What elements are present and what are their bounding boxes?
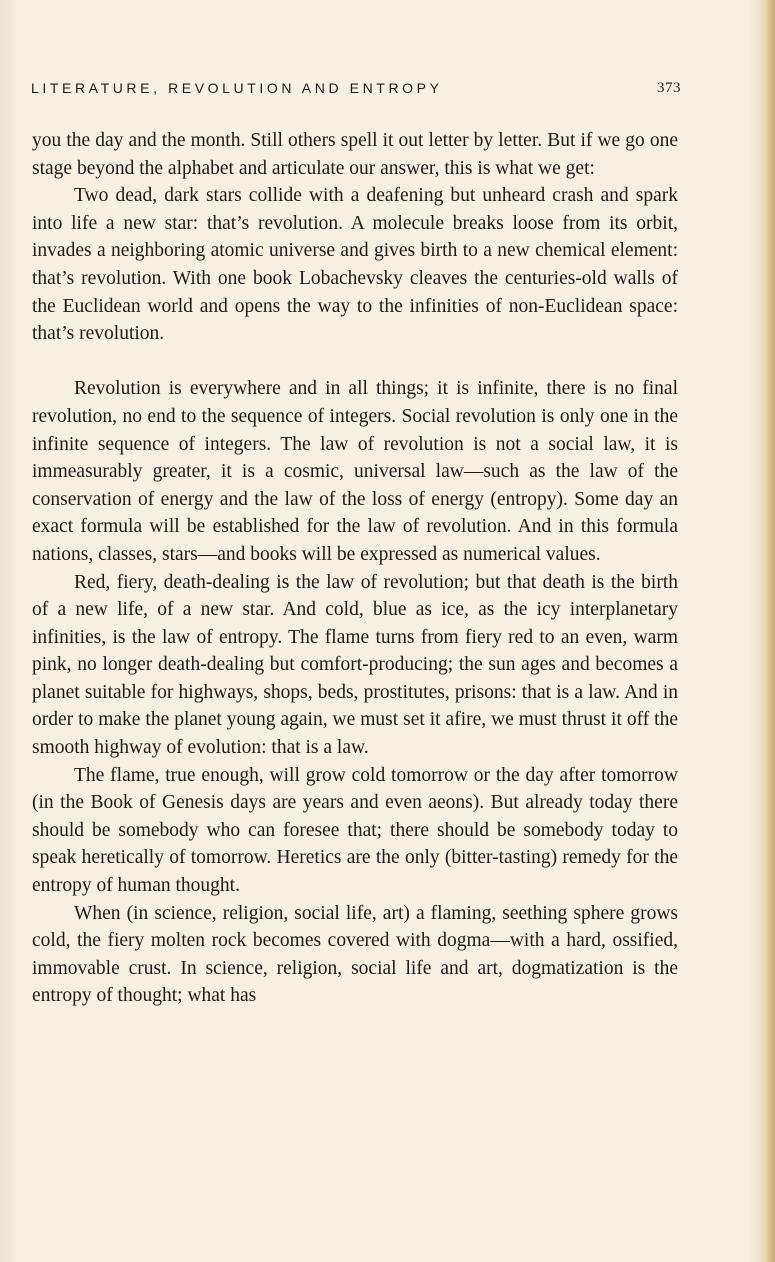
running-title: LITERATURE, REVOLUTION AND ENTROPY (31, 80, 443, 96)
paragraph: Revolution is everywhere and in all things; it is infinite, there is no final revolution, no end to the sequence of integers. Social revolution is only one in the infinite sequence of integers. The law of revolution is not a social law, it is immeasurably greater, it is a cosmic, universal law—such as the law of the conservation of energy and the law of the loss of energy (entropy). Some day an exact formula will be established for the law of revolution. And in this formula nations, classes, stars—and books will be expressed as numerical values. (32, 378, 678, 565)
page-edge-shadow (765, 0, 775, 1262)
paragraph: When (in science, religion, social life, art) a flaming, seething sphere grows cold, the fiery molten rock becomes covered with dogma—with a hard, ossified, immovable crust. In science, religion, social life and art, dogmatization is the entropy of thought; what has (32, 902, 678, 1007)
paragraph: The flame, true enough, will grow cold tomorrow or the day after tomorrow (in the Book of Genesis days are years and even aeons). But already today there should be somebody who can foresee that; there should be somebody today to speak heretically of tomorrow. Heretics are the only (bitter-tasting) remedy for the entropy of human thought. (32, 764, 678, 897)
page-number: 373 (657, 80, 681, 96)
paragraph: you the day and the month. Still others spell it out letter by letter. But if we go one stage beyond the alphabet and articulate our answer, this is what we get: (32, 130, 678, 179)
paragraph: Red, fiery, death-dealing is the law of revolution; but that death is the birth of a new life, of a new star. And cold, blue as ice, as the icy interplanetary infinities, is the law of entropy. The flame turns from fiery red to an even, warm pink, no longer death-dealing but comfort-producing; the sun ages and becomes a planet suitable for highways, shops, beds, prostitutes, prisons: that is a law. And in order to make the planet young again, we must set it afire, we must thrust it off the smooth highway of evolution: that is a law. (32, 571, 678, 759)
paragraph: Two dead, dark stars collide with a deafening but unheard crash and spark into life a new star: that’s revolution. A molecule breaks loose from its orbit, invades a neighboring atomic universe and gives birth to a new chemical element: that’s revolution. With one book Lobachevsky cleaves the centuries-old walls of the Euclidean world and opens the way to the infinities of non-Euclidean space: that’s revolution. (32, 185, 678, 345)
running-head (31, 80, 681, 104)
body-text (32, 127, 678, 1010)
